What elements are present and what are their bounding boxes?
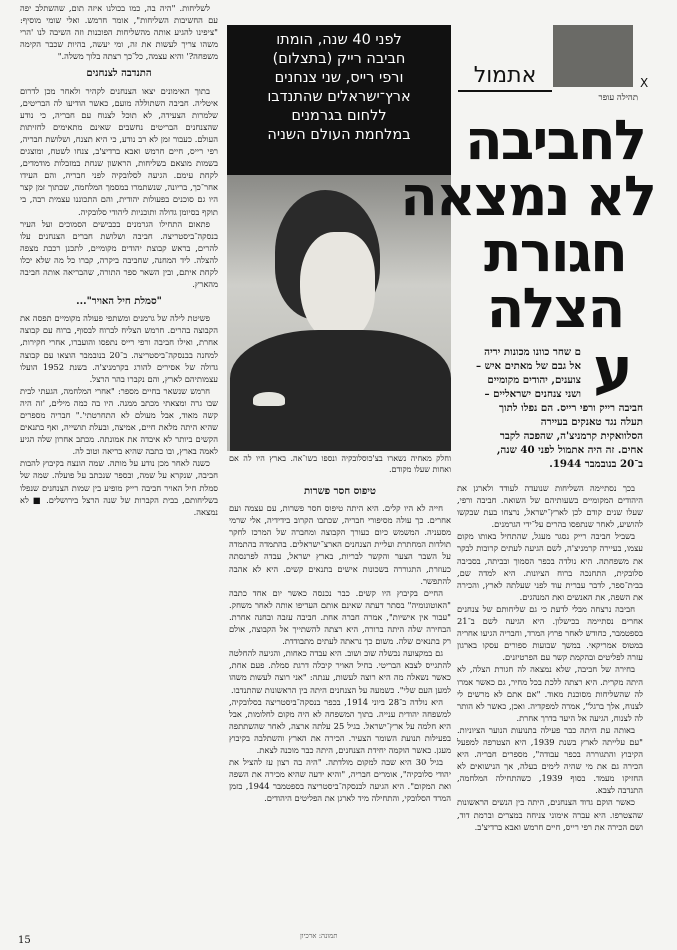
section-label: אתמול bbox=[458, 62, 552, 92]
paragraph: באותה עת היתה כבר פעילה בתנועות הנוער הציוניות. "עם עלייתה לארץ בשנת 1939, היא הצטרפה למפעל הקיבוץ והתגוררה בכפר עבודה", מספרים חבריה. היא הכירה גם את מי שהיה לימים בעלה, אך הנישואים לא החזיקו מעמד. בסוף 1939, כשהתחילה המלחמה, התנדבה לצבא. bbox=[457, 724, 643, 796]
lead-line: אל גבם של מאתים איש – bbox=[476, 360, 581, 372]
paragraph: היא נולדה ב־28 ביוני 1914, בכפר בנסקה־ביסטריצה בסלובקיה, למשפחה יהודית ענייה. בתוך המשפחה לא היה מקום לחלומות, אבל היא חלמה על ארץ־ישראל. בגיל 25 עלתה ארצה, לאחר שהשתתפה בפעילות תנועת השומר הצעיר. הכירה את הארץ והשתלבה בקיבוץ מעגן. כאשר הוקמה יחידת הצנחנים, היתה כבר מוכנה לצאת. bbox=[229, 696, 451, 755]
lead-line: תעלה נגד טאנקים בעיירה bbox=[540, 416, 643, 428]
subheading: טיפוס חסר פשרות bbox=[304, 486, 376, 497]
paragraph: בכך נסתיימה השליחות שנועדה לעודד ולארגן את היהודים המקומיים בשעותיהם של השואה. חביבה ורפי, שעלו שנים קודם לכן לארץ־ישראל, נרצחו בעת שבקשו להושיע, לאחר שנתפסו בהרים על־ידי הגרמנים. bbox=[457, 483, 643, 530]
column-right bbox=[457, 482, 643, 930]
column-left bbox=[20, 2, 218, 930]
paragraph: כאשר הוקם גדוד הצנחנים, היתה בין הנשים הראשונות שהצטרפו. היא עברה אימוני צניחה במצרים וברמת דוד, ושם הכירה את רפי רייס, חיים חרמש ואבא ברדיצ'ב. bbox=[457, 797, 643, 832]
drop-cap: ע bbox=[593, 335, 633, 405]
portrait-face bbox=[300, 232, 375, 342]
paragraph: לשליחות. "היה בה, כמו בכולנו איזה תום, שהשתלב יפה עם החשיבות השליחות", אומר חרמש. ואלי שומי מוסיף: "ציפינו להגיע אותה מהשליחות הפוכנות וזה השיבה לנו 'הרי משהו צריך לעשות את זה, ומי יעשה, בהיות שכבר הקימה משפחה?' והיא עצמה, כל־כך רצתה בלוך משלה." bbox=[20, 3, 218, 62]
portrait-jacket bbox=[230, 330, 451, 451]
paragraph: החיים בקיבוץ היו קשים. כבר נכנסה כאשר יום אחד כתבה "האוטונומיה" בסתר דעתה שאינם אותם העדיפו אותה לאחר משחק. "עבור אין אישיות", אמרה חברה אחת. חביבה עזבה ובחנה אחרת. הבחירה שלה היתה ברורה, היא רצתה להשתייך אל הקבוצה, אולם רק בתנאים שלה. משום כך נראתה לעתים מתבודדת. bbox=[229, 587, 451, 647]
photo-header-line: ארץ־ישראלים שהתנדבו bbox=[267, 89, 411, 105]
page-number: 15 bbox=[18, 935, 31, 946]
paragraph: פשיטת לילה של גרמנים ומשתפי פעולה מקומיים תפסה את הקבוצה בהרים. חרמש הצליח לברוח לבסוף, ברוח עם קבוצה אחרת, ואילו חביבה ורפי רייס נתפסו והועברו, אחרי חקירות, למחנה בבנסקה־ביסטריצה. ב־20 בנובמבר הוצאו עם קבוצה גדולה של אסירים להורג בקרמניצ'ה. בשנת 1952 הועלו עצמותיהם לארץ, והם נקברו בהר הרצל. bbox=[20, 313, 218, 384]
photo-header-line: לפני 40 שנה, הומתו bbox=[276, 32, 402, 48]
subheading: "סמלת חיל האויר"... bbox=[76, 296, 162, 308]
photo-caption: וחלק מאחיה נשארו בצ'כוסלובקיה ונספו בשו־אה. בארץ היו לה אם ואחות שעלו מקודם. bbox=[229, 454, 451, 474]
wings-insignia-icon bbox=[253, 392, 285, 406]
headline-line: לחביבה bbox=[464, 108, 646, 172]
lead-line: ב־20 בנובמבר 1944. bbox=[549, 458, 643, 470]
lead-line: חביבה רייק ורפי רייס. הם נפלו לתוך bbox=[498, 402, 643, 414]
headline bbox=[400, 108, 655, 340]
photo-header bbox=[227, 25, 451, 175]
lead-paragraph bbox=[457, 345, 643, 471]
photo-header-line: במלחמת העולם השניה bbox=[267, 127, 411, 143]
lead-line: צוענים, יהודים מקומיים bbox=[487, 374, 581, 386]
photo-header-line: ורפי רייס, שני צנחנים bbox=[274, 70, 404, 86]
lead-line: אחים. זה היה אתמול לפני 40 שנה, bbox=[496, 444, 643, 456]
paragraph: כשנה לאחר מכן נודע על מותה. שמה הונצח בקיבוץ להבות חביבה, שנקרא על שמה, ובספר שנכתב על פועלה. שמה של סמלת חיל האויר חביבה רייק מופיע בין שמות הצנחנים שנפלו בשליחותם, בבית הקברות של שנה הרצל בירושלים. ■ לא נמצאה. bbox=[20, 458, 218, 517]
paragraph: גם במקצועה נכשלה שוב ושוב. היא עבדה כאחות, והגיעה להחלטה להתגייס לצבא הבריטי. בחיל האויר קיבלה דרגת סמלת. פעם אחת, כאשר נשאלה מה היא רוצה לעשות, ענתה: "אני רוצה לעשות משהו למען העם שלי". כשמעה על הצנחנים היתה בין הראשונות שהתנדבו. bbox=[229, 648, 451, 695]
paragraph: בחירה של חביבה, שלא נמצאה לה חגורת הצלה, לא היתה מקרית. היא רצתה ללכת בכל מחיר, גם כאשר אמרו לה שהשליחות מסוכנת מאוד. "אם אתם לא מרשים לי לצנוח, אלך ברגל", אמרה למפקדיה. ואכן, כאשר לא הותר לה לצנוח, הגיעה אל היעד בדרך אחרת. bbox=[457, 664, 643, 723]
headline-line: לא נמצאה bbox=[400, 164, 655, 228]
subheading: התנדבה לצנחנים bbox=[86, 68, 152, 80]
lead-line: הסלוואקית קרמניצ'ה, שהפכה לקבר bbox=[499, 430, 643, 442]
paragraph: חייה לא היו קלים. היא היתה טיפוס חסר פשרות, עם עצמה ועם אחרים. כך עולה מסיפורי חבריה, שכתבו הקרוב בידידיה, אלי שרמי מסעניה. המשמש כיום כעורך הקבוצה ומחברה של המרכז לחקר תולדות המחתרת ועליית הצנחנים הארצ־ישראלים. בהתמדה בהתמדה על השבר הצער והקשר לבריות, בארץ ישראל, עבדה לפרנסתה כעוזרת, התגוררה בשכונות אישים בתנאים קשים. היא לא אהבה להתפשר. bbox=[229, 503, 451, 586]
lead-line: ושני צנחנים ישראליים – bbox=[484, 388, 581, 400]
paragraph: בגיל 30 היא שבה למקום מולדתה. "היה בה רצון עז להציל את יהודי סלובקיה", אומרים חבריה, "והיא ידעה שהיא מכירה את השפה ואת המקום". היא הגיעה לבנסקה־ביסטריצה בספטמבר 1944, בזמן המרד הסלובקי, והתחילה מיד לארגן את הפליטים היהודים. bbox=[229, 757, 451, 804]
paragraph: חביבה נרצחה מבלי לדעת כי גם שליחותם של צנחנים אחרים נסתיימה בכישלון. היא הגיעה לשם ב־21 בספטמבר, כחודש לאחר פרוץ המרד, וחבריה הגיעו אחריה במטוס אמריקאי. במשך שבועות ספורים עסקו בארגון עזרה לפליטים ובהקמת קשר עם הפרטיזנים. bbox=[457, 603, 643, 663]
photo-credit: תמונה: ארכיון bbox=[300, 932, 338, 940]
section-photo-thumb bbox=[553, 25, 633, 87]
byline: תהילה עופר bbox=[598, 93, 638, 103]
headline-line: חגורת bbox=[484, 220, 626, 284]
photo-header-line: ללחום בגרמנים bbox=[291, 108, 387, 124]
paragraph: בשביל חביבה רייק נסגר מעגל, שהתחיל באותו מקום עצמו, בעיירה קרמניצ'ה, לשם הגיעה לעתים קרובות לבקר את משפחתה. היא נולדה בכפר הסמוך ובביתה, בסביבה סלובקית, התחנכה ברוח הציונות. היא למדה שם, בבית־ספר, לדבר עברית עוד לפני שעלתה לארץ, והכירה את השפה, את האנשים ואת המנהגים. bbox=[457, 531, 643, 602]
headline-line: הצלה bbox=[486, 276, 624, 340]
column-middle bbox=[229, 480, 451, 930]
paragraph: בתוך האימונים יצאו הצנחנים לקהיר ולאחר מכן לדרום איטליה. חביבה השתוללה מועם, כאשר הודיעו לה הבריטים, שלמרות הצעידה, לא תוכל לצנוח עם חבריה, כי נודע שהצנחנים הבריטים נחשבים שאינם מתאימים לחזיתות העולם. כעבור זמן לא רב נודע, כי היא תצנח, ושלושת חבריה, רפי רייס, חיים חרמש ואבא ברדיצ'ב, צנחו לשטח, ומוצגים בשמות מוצאם בשליחות, הראשון שנחת במזבלות מודמדים, לקחת עימם. הגיעה לסלובקיה לפני חבריה, והם העידו אחר־כך, בריונה, שנשתמרו במסמך המלחמה, שבתוך זמן קצר היו גם סוכנים בפעולות יהודית, והם התכוננו עצמית רבה, בי תוקף בסיומן גדולה ותוכניות ליהודי סלובקיה. bbox=[20, 85, 218, 217]
handwritten-mark: X bbox=[640, 76, 649, 90]
paragraph: חרמש שנשאר בחיים מספר: "אחרי המלחמה, הגעתי לבית שבו גרה ומצאתי מכתב ממנה. היו בה כמה מילים, 'זה היה קשה מאוד, אבל מעולם לא התחרטתי'." חבריה מספרים שהיא היתה מלאת חיים, אמיצה, ובעלת תושייה, ואף בתנאים הקשים ביותר לא איבדה את אמונתה. מכתב אחרון שלה הגיע לאמה בארץ, ובו כתבה שהיא בריאה וטוב לה. bbox=[20, 385, 218, 457]
photo-header-line: חביבה רייק (בתצלום) bbox=[272, 51, 406, 67]
paragraph: פתאום התחילו הגרמנים בכבישים הסמוכים ועל העיר בנסקה־ביסטריצה. חביבה ושלושת חברים הצנחנים עלו להרים, בראש קבוצת יהודים מקומיים, לתכנן רכבת מצפה להצלה. ליד המחנה, שחביבה ביקרה, קברו כל מה שלא יכלו לקחת איתם, ובין השאר ספר התורה, שהבריאה אותה חביבה מהארץ. bbox=[20, 218, 218, 290]
lead-line: ם שחר כוונו מכונות יריה bbox=[484, 346, 581, 358]
